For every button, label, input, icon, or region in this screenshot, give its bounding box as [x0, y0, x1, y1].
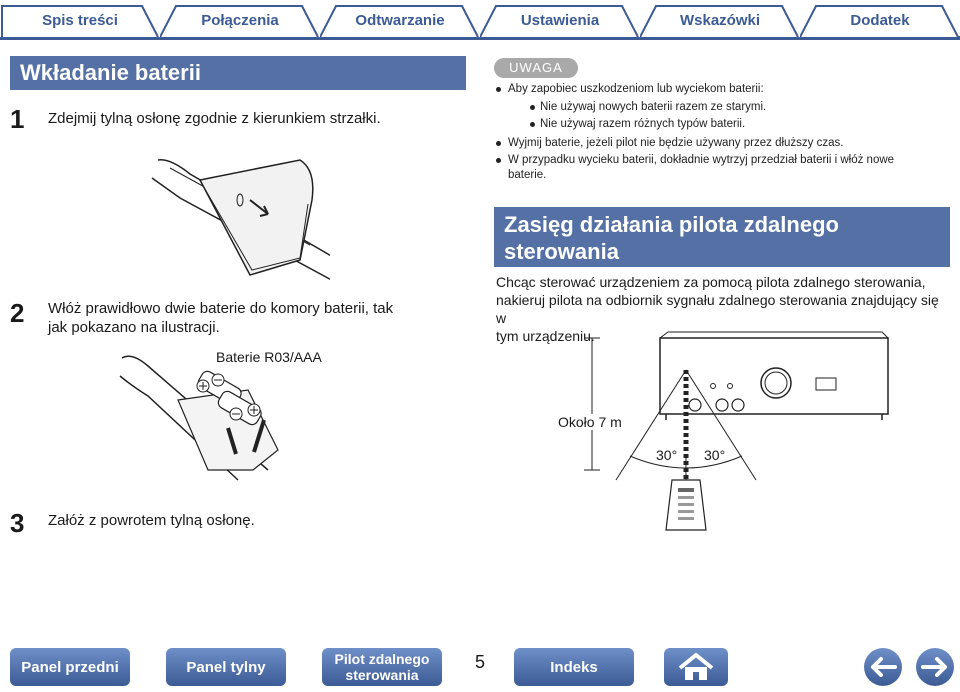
step-2-number: 2 — [10, 298, 25, 328]
note-bullet-3-line1: W przypadku wycieku baterii, dokładnie wytrzyj przedział baterii i włóż nowe — [508, 154, 895, 166]
bullet-icon — [496, 87, 501, 92]
tab-tips[interactable] — [640, 4, 800, 36]
tab-playback[interactable] — [320, 4, 480, 36]
page-number: 5 — [474, 652, 485, 672]
note-badge: UWAGA — [494, 58, 578, 78]
remote-cover-illustration — [140, 140, 330, 280]
tab-playback-label: Odtwarzanie — [355, 11, 445, 29]
remote-button-line1: Pilot zdalnego — [334, 651, 430, 667]
range-distance-label: Około 7 m — [558, 414, 622, 430]
note-sub-1: Nie używaj nowych baterii razem ze starymi. — [540, 101, 767, 113]
battery-insert-illustration — [118, 350, 298, 490]
range-body-line1: Chcąc sterować urządzeniem za pomocą pilota zdalnego sterowania, — [496, 274, 926, 290]
tab-settings-label: Ustawienia — [520, 11, 600, 29]
note-sub-2: Nie używaj razem różnych typów baterii. — [540, 118, 746, 130]
battery-section-title: Wkładanie baterii — [10, 56, 466, 90]
home-button[interactable] — [664, 648, 728, 686]
range-body-line2: nakieruj pilota na odbiornik sygnału zdalnego sterowania znajdujący się w — [496, 292, 939, 326]
next-page-button[interactable] — [916, 648, 954, 686]
index-button[interactable]: Indeks — [514, 648, 634, 686]
note-bullet-3-line2: baterie. — [508, 169, 547, 181]
step-2-text-line1: Włóż prawidłowo dwie baterie do komory baterii, tak — [48, 300, 394, 317]
bullet-icon — [496, 158, 501, 163]
range-title-line1: Zasięg działania pilota zdalnego — [504, 212, 839, 237]
angle-right-label: 30° — [704, 447, 726, 463]
note-bullet-2: Wyjmij baterie, jeżeli pilot nie będzie używany przez dłuższy czas. — [508, 137, 844, 149]
range-body-line3: tym urządzeniu. — [496, 328, 595, 344]
panel-rear-button[interactable]: Panel tylny — [166, 648, 286, 686]
bullet-icon — [496, 141, 501, 146]
tab-settings[interactable] — [480, 4, 640, 36]
arrow-left-icon — [869, 657, 897, 677]
step-1-text: Zdejmij tylną osłonę zgodnie z kierunkiem strzałki. — [48, 110, 381, 127]
remote-control-button[interactable] — [322, 648, 442, 686]
angle-left-label: 30° — [656, 447, 678, 463]
home-icon — [676, 652, 716, 682]
bullet-icon — [530, 105, 535, 110]
remote-button-line2: sterowania — [345, 667, 419, 683]
tab-connections-label: Połączenia — [201, 11, 279, 29]
tab-tips-label: Wskazówki — [679, 11, 761, 29]
tab-appendix[interactable] — [800, 4, 960, 36]
step-1-number: 1 — [10, 104, 25, 134]
range-section-title — [494, 207, 950, 267]
tab-connections[interactable] — [160, 4, 320, 36]
range-title-line2: sterowania — [504, 239, 619, 264]
tab-appendix-label: Dodatek — [850, 11, 910, 29]
step-2-text-line2: jak pokazano na ilustracji. — [48, 319, 220, 336]
step-3-text: Załóż z powrotem tylną osłonę. — [48, 512, 255, 529]
step-3-number: 3 — [10, 508, 25, 538]
prev-page-button[interactable] — [864, 648, 902, 686]
tab-contents[interactable] — [0, 4, 160, 36]
battery-type-label: Baterie R03/AAA — [216, 349, 322, 365]
arrow-right-icon — [921, 657, 949, 677]
panel-front-button[interactable]: Panel przedni — [10, 648, 130, 686]
remote-range-diagram — [570, 330, 910, 550]
top-nav-tabs — [0, 0, 960, 40]
note-intro: Aby zapobiec uszkodzeniom lub wyciekom baterii: — [508, 83, 764, 95]
tab-contents-label: Spis treści — [42, 11, 118, 29]
bullet-icon — [530, 122, 535, 127]
